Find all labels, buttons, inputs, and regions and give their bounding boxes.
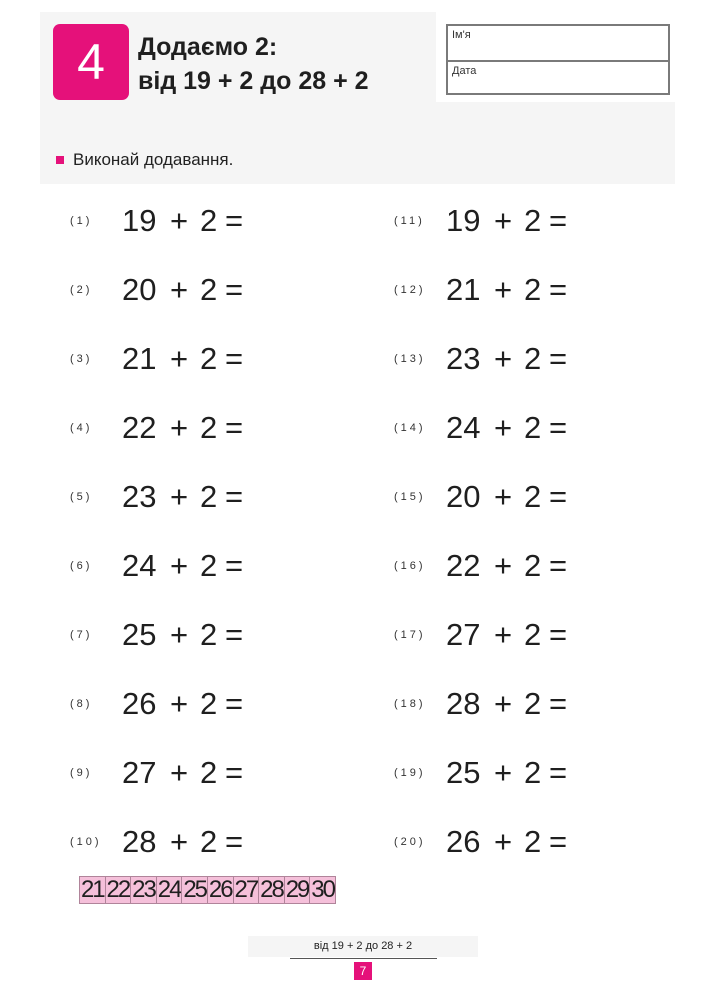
equals-sign: = [549, 685, 568, 721]
problem-row [394, 738, 567, 807]
addend-1: 26 [122, 685, 157, 721]
problem-number: (20) [394, 835, 426, 848]
problem-number: (7) [70, 628, 93, 641]
problem-row [70, 738, 243, 807]
problem-expression [122, 272, 243, 308]
addend-2: 2 [524, 685, 542, 721]
addend-1: 23 [122, 478, 157, 514]
worksheet-title [138, 30, 438, 98]
equals-sign: = [225, 271, 244, 307]
addend-2: 2 [200, 478, 218, 514]
addend-2: 2 [200, 823, 218, 859]
plus-sign: + [170, 202, 189, 238]
equals-sign: = [225, 547, 244, 583]
problem-row [70, 807, 243, 876]
addend-2: 2 [524, 409, 542, 445]
plus-sign: + [170, 685, 189, 721]
addend-1: 23 [446, 340, 481, 376]
problem-expression [122, 755, 243, 791]
problem-number: (16) [394, 559, 426, 572]
addend-1: 19 [446, 202, 481, 238]
problem-expression [122, 686, 243, 722]
problem-number: (2) [70, 283, 93, 296]
addend-2: 2 [200, 685, 218, 721]
addend-2: 2 [524, 340, 542, 376]
problem-row [394, 807, 567, 876]
addend-1: 25 [446, 754, 481, 790]
equals-sign: = [225, 478, 244, 514]
addend-2: 2 [200, 340, 218, 376]
plus-sign: + [170, 478, 189, 514]
equals-sign: = [225, 340, 244, 376]
problems-left-column [70, 186, 243, 876]
problem-number: (5) [70, 490, 93, 503]
problem-expression [446, 479, 567, 515]
equals-sign: = [549, 754, 568, 790]
addend-1: 24 [446, 409, 481, 445]
addend-1: 22 [446, 547, 481, 583]
problem-number: (17) [394, 628, 426, 641]
addend-2: 2 [524, 823, 542, 859]
addend-1: 27 [446, 616, 481, 652]
equals-sign: = [549, 340, 568, 376]
problem-expression [122, 617, 243, 653]
problem-number: (13) [394, 352, 426, 365]
problems-right-column [394, 186, 567, 876]
addend-1: 28 [122, 823, 157, 859]
equals-sign: = [225, 409, 244, 445]
problem-row [70, 255, 243, 324]
problem-row [394, 600, 567, 669]
problem-expression [446, 272, 567, 308]
problem-expression [446, 824, 567, 860]
problem-expression [122, 548, 243, 584]
instruction [56, 150, 233, 170]
problem-expression [446, 617, 567, 653]
addend-1: 21 [122, 340, 157, 376]
problem-number: (4) [70, 421, 93, 434]
equals-sign: = [549, 271, 568, 307]
addend-2: 2 [524, 616, 542, 652]
equals-sign: = [549, 202, 568, 238]
plus-sign: + [494, 685, 513, 721]
plus-sign: + [494, 823, 513, 859]
plus-sign: + [494, 202, 513, 238]
name-field[interactable] [448, 26, 668, 60]
number-strip-cell: 21 [80, 876, 104, 903]
number-strip [80, 876, 336, 904]
problem-expression [446, 341, 567, 377]
plus-sign: + [170, 409, 189, 445]
problem-number: (14) [394, 421, 426, 434]
problem-expression [446, 686, 567, 722]
number-strip-cell: 28 [260, 876, 283, 903]
addend-1: 26 [446, 823, 481, 859]
addend-2: 2 [200, 754, 218, 790]
addend-1: 20 [122, 271, 157, 307]
addend-1: 28 [446, 685, 481, 721]
equals-sign: = [225, 823, 244, 859]
number-strip-cell: 24 [157, 876, 181, 903]
addend-2: 2 [200, 616, 218, 652]
title-line-2: від 19 + 2 до 28 + 2 [138, 67, 369, 95]
problem-number: (18) [394, 697, 426, 710]
page-number: 7 [354, 962, 372, 980]
equals-sign: = [549, 547, 568, 583]
bullet-square-icon [56, 156, 64, 164]
problem-expression [122, 479, 243, 515]
plus-sign: + [170, 823, 189, 859]
equals-sign: = [225, 685, 244, 721]
title-line-1: Додаємо 2: [138, 33, 278, 61]
problem-expression [446, 755, 567, 791]
addend-1: 24 [122, 547, 157, 583]
problem-number: (3) [70, 352, 93, 365]
number-strip-cell: 25 [183, 876, 207, 903]
problem-number: (11) [394, 214, 425, 227]
problem-row [70, 531, 243, 600]
problem-expression [446, 203, 567, 239]
problem-expression [122, 824, 243, 860]
number-strip-cell: 22 [106, 876, 130, 903]
plus-sign: + [494, 409, 513, 445]
problem-row [70, 600, 243, 669]
problem-row [394, 324, 567, 393]
problem-expression [446, 410, 567, 446]
addend-1: 19 [122, 202, 157, 238]
equals-sign: = [225, 754, 244, 790]
problem-number: (12) [394, 283, 426, 296]
problem-row [394, 393, 567, 462]
plus-sign: + [494, 340, 513, 376]
problem-expression [446, 548, 567, 584]
problem-row [70, 186, 243, 255]
problem-row [394, 462, 567, 531]
number-strip-cell: 30 [311, 876, 334, 903]
instruction-background [40, 102, 675, 184]
addend-2: 2 [200, 271, 218, 307]
number-strip-cell: 29 [285, 876, 309, 903]
plus-sign: + [170, 271, 189, 307]
problem-row [394, 255, 567, 324]
addend-1: 27 [122, 754, 157, 790]
name-label: Ім'я [452, 29, 471, 41]
lesson-number-badge: 4 [53, 24, 129, 100]
addend-1: 22 [122, 409, 157, 445]
addend-2: 2 [524, 271, 542, 307]
problem-expression [122, 410, 243, 446]
plus-sign: + [494, 271, 513, 307]
problem-number: (10) [70, 835, 102, 848]
addend-2: 2 [524, 754, 542, 790]
problem-number: (8) [70, 697, 93, 710]
problem-row [394, 531, 567, 600]
problem-row [394, 186, 567, 255]
problem-row [70, 324, 243, 393]
instruction-text: Виконай додавання. [73, 150, 234, 169]
equals-sign: = [549, 616, 568, 652]
addend-1: 25 [122, 616, 157, 652]
problem-number: (19) [394, 766, 426, 779]
addend-2: 2 [200, 547, 218, 583]
plus-sign: + [494, 478, 513, 514]
plus-sign: + [170, 616, 189, 652]
plus-sign: + [170, 547, 189, 583]
addend-1: 20 [446, 478, 481, 514]
problem-number: (9) [70, 766, 93, 779]
number-strip-cell: 23 [132, 876, 155, 903]
addend-1: 21 [446, 271, 481, 307]
equals-sign: = [549, 823, 568, 859]
plus-sign: + [170, 340, 189, 376]
problem-expression [122, 341, 243, 377]
equals-sign: = [225, 202, 244, 238]
problem-row [70, 669, 243, 738]
problem-row [394, 669, 567, 738]
equals-sign: = [549, 478, 568, 514]
number-strip-cell: 27 [234, 876, 258, 903]
problem-expression [122, 203, 243, 239]
number-strip-cell: 26 [208, 876, 232, 903]
addend-2: 2 [524, 478, 542, 514]
plus-sign: + [494, 616, 513, 652]
addend-2: 2 [200, 202, 218, 238]
student-info-box [446, 24, 670, 95]
problem-number: (6) [70, 559, 93, 572]
plus-sign: + [170, 754, 189, 790]
equals-sign: = [225, 616, 244, 652]
addend-2: 2 [200, 409, 218, 445]
problem-number: (15) [394, 490, 426, 503]
footer-divider [290, 958, 437, 959]
date-label: Дата [452, 65, 477, 77]
problem-row [70, 462, 243, 531]
equals-sign: = [549, 409, 568, 445]
addend-2: 2 [524, 202, 542, 238]
footer-title: від 19 + 2 до 28 + 2 [313, 940, 413, 952]
problem-row [70, 393, 243, 462]
date-field[interactable] [448, 60, 668, 94]
problem-number: (1) [70, 214, 93, 227]
addend-2: 2 [524, 547, 542, 583]
plus-sign: + [494, 754, 513, 790]
plus-sign: + [494, 547, 513, 583]
